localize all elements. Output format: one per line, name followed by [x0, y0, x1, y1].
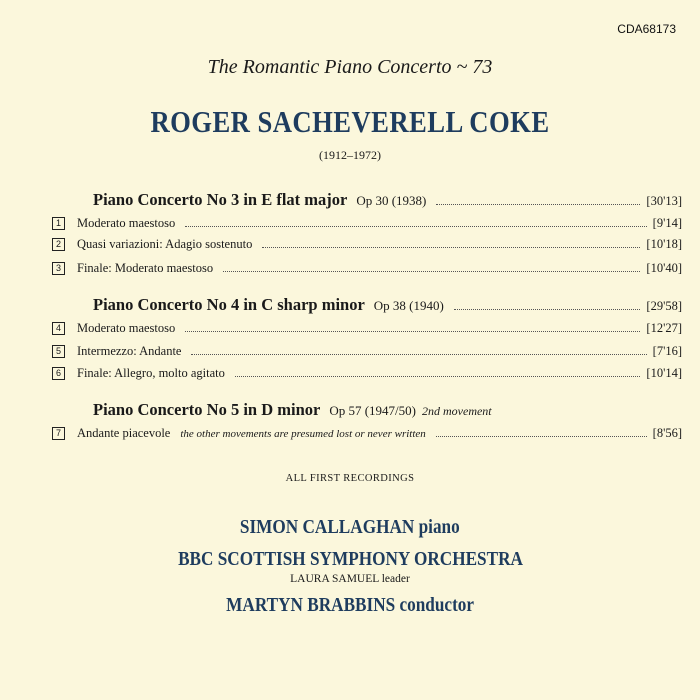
track-row — [52, 344, 682, 359]
track-row — [52, 261, 682, 276]
orchestra-text: BBC SCOTTISH SYMPHONY ORCHESTRA — [177, 548, 523, 570]
dot-leader — [262, 246, 640, 248]
track-duration: [12'27] — [646, 321, 682, 335]
work-title: Piano Concerto No 4 in C sharp minor — [93, 295, 365, 314]
track-row — [52, 426, 682, 441]
work-heading — [93, 400, 682, 420]
recordings-note: ALL FIRST RECORDINGS — [285, 473, 415, 484]
dot-leader — [436, 435, 647, 437]
track-number: 6 — [52, 367, 65, 380]
dot-leader — [235, 375, 641, 377]
track-title: Intermezzo: Andante — [77, 344, 182, 358]
track-row — [52, 237, 682, 252]
catalogue-number: CDA68173 — [617, 22, 676, 36]
track-number: 4 — [52, 322, 65, 335]
soloist-text: SIMON CALLAGHAN piano — [240, 516, 460, 538]
work-note: 2nd movement — [422, 404, 492, 418]
conductor-text: MARTYN BRABBINS conductor — [226, 594, 474, 616]
track-number: 1 — [52, 217, 65, 230]
work-title: Piano Concerto No 3 in E flat major — [93, 190, 348, 209]
track-note: the other movements are presumed lost or never written — [180, 428, 426, 440]
dot-leader — [454, 308, 641, 310]
work-opus: Op 57 (1947/50) — [329, 403, 416, 418]
track-duration: [9'14] — [652, 216, 682, 230]
track-duration: [10'14] — [646, 366, 682, 380]
track-row — [52, 366, 682, 381]
track-number: 2 — [52, 238, 65, 251]
conductor — [0, 594, 700, 617]
track-title: Finale: Moderato maestoso — [77, 261, 214, 275]
work-heading — [93, 190, 682, 210]
work-title: Piano Concerto No 5 in D minor — [93, 400, 321, 419]
track-number: 3 — [52, 262, 65, 275]
dot-leader — [191, 353, 646, 355]
work-opus: Op 30 (1938) — [356, 193, 427, 208]
dot-leader — [185, 330, 640, 332]
soloist — [0, 516, 700, 539]
track-row — [52, 216, 682, 231]
track-duration: [8'56] — [652, 426, 682, 440]
composer-name: ROGER SACHEVERELL COKE — [150, 104, 550, 139]
track-row — [52, 321, 682, 336]
track-title: Quasi variazioni: Adagio sostenuto — [77, 237, 253, 251]
dot-leader — [223, 270, 640, 272]
series-title: The Romantic Piano Concerto ~ 73 — [207, 56, 493, 78]
dot-leader — [185, 225, 646, 227]
track-title: Moderato maestoso — [77, 321, 176, 335]
track-title: Andante piacevole — [77, 426, 171, 440]
orchestra — [0, 548, 700, 571]
work-duration: [29'58] — [646, 299, 682, 313]
work-heading — [93, 295, 682, 315]
track-duration: [10'40] — [646, 261, 682, 275]
track-number: 5 — [52, 345, 65, 358]
track-duration: [10'18] — [646, 237, 682, 251]
work-opus: Op 38 (1940) — [373, 298, 444, 313]
dot-leader — [436, 203, 640, 205]
track-title: Finale: Allegro, molto agitato — [77, 366, 225, 380]
work-duration: [30'13] — [646, 194, 682, 208]
composer-dates: (1912–1972) — [319, 148, 381, 162]
track-duration: [7'16] — [652, 344, 682, 358]
track-title: Moderato maestoso — [77, 216, 176, 230]
leader: LAURA SAMUEL leader — [290, 573, 410, 585]
track-number: 7 — [52, 427, 65, 440]
